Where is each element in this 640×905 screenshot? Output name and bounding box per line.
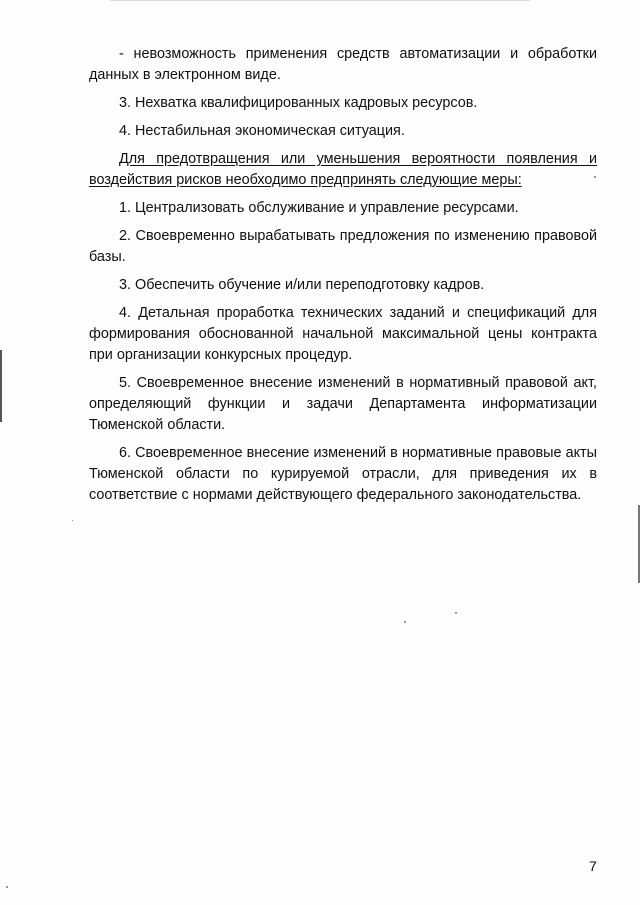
paragraph-measure-5: 5. Своевременное внесение изменений в нормативный правовой акт, определяющий функции и задачи Департамента информатизации Тюменской области.	[89, 375, 597, 433]
paragraph-measures-heading: Для предотвращения или уменьшения вероятности появления и воздействия рисков необходимо предпринять следующие меры:	[89, 151, 597, 188]
scan-top-edge	[110, 0, 530, 1]
page-number: 7	[589, 858, 597, 874]
paragraph-risk-economy: 4. Нестабильная экономическая ситуация.	[119, 123, 405, 139]
scan-speck	[72, 520, 73, 521]
scan-speck	[404, 621, 406, 623]
paragraph-measure-2: 2. Своевременно вырабатывать предложения по изменению правовой базы.	[89, 228, 597, 265]
document-body	[89, 44, 597, 513]
paragraph-risk-staffing: 3. Нехватка квалифицированных кадровых ресурсов.	[119, 95, 478, 111]
paragraph-risk-automation: - невозможность применения средств автоматизации и обработки данных в электронном виде.	[89, 46, 597, 83]
paragraph-measure-1: 1. Централизовать обслуживание и управление ресурсами.	[119, 200, 519, 216]
scan-speck	[6, 886, 8, 888]
scan-speck	[455, 612, 457, 614]
scan-left-edge-mark	[0, 350, 2, 422]
paragraph-measure-4: 4. Детальная проработка технических заданий и спецификаций для формирования обоснованной начальной максимальной цены контракта при организации конкурсных процедур.	[89, 305, 597, 363]
paragraph-measure-3: 3. Обеспечить обучение и/или переподготовку кадров.	[119, 277, 485, 293]
paragraph-measure-6: 6. Своевременное внесение изменений в нормативные правовые акты Тюменской области по курируемой отрасли, для приведения их в соответствие с нормами действующего федерального законодательства.	[89, 445, 597, 503]
